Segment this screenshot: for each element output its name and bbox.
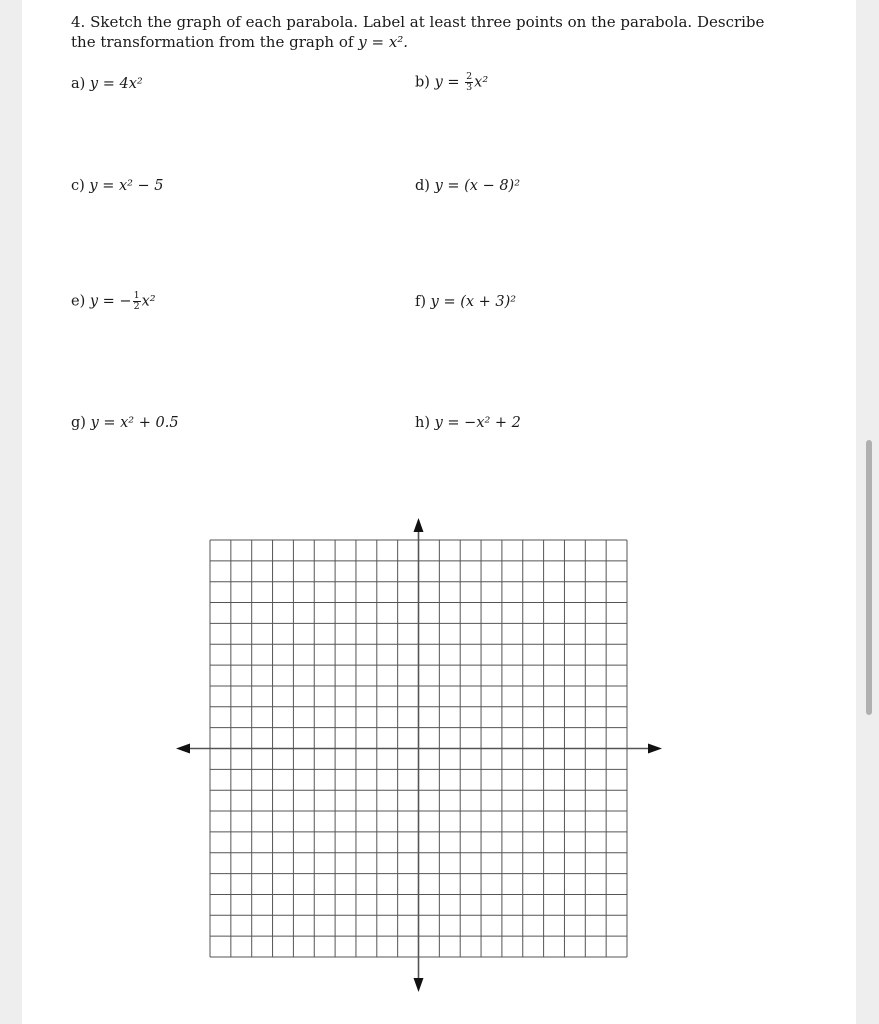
scrollbar[interactable] — [866, 440, 872, 715]
question-instructions: Sketch the graph of each parabola. Label at least three points on the parabola. Describe the transformation from the graph of — [71, 13, 765, 51]
problem-label: h) — [415, 415, 430, 431]
problem-label: d) — [415, 178, 430, 194]
problem-d — [415, 178, 520, 194]
coordinate-plane — [150, 510, 670, 1000]
problem-label: c) — [71, 178, 85, 194]
equation-lhs: y = − — [89, 293, 132, 310]
problem-h — [415, 415, 521, 431]
equation-lhs: y = — [434, 178, 465, 194]
coordinate-grid — [150, 510, 670, 1000]
equation-rhs: −x² + 2 — [464, 415, 521, 431]
equation-rhs: x² — [141, 293, 156, 310]
fraction — [465, 72, 473, 93]
equation-rhs: (x − 8)² — [464, 178, 521, 194]
parent-function: y = x². — [358, 33, 409, 51]
question-text — [71, 12, 771, 52]
problem-label: g) — [71, 415, 86, 431]
y-axis-arrow-down-icon — [414, 978, 424, 992]
fraction-numerator: 2 — [466, 71, 473, 82]
equation-lhs: y = — [434, 415, 465, 431]
fraction — [133, 291, 141, 312]
equation-rhs: x² − 5 — [118, 178, 164, 194]
fraction-denominator: 2 — [133, 301, 140, 312]
equation-lhs: y = — [89, 76, 120, 92]
problem-e — [71, 291, 156, 312]
problem-b — [415, 72, 488, 93]
fraction-numerator: 1 — [133, 290, 140, 301]
problem-f — [415, 294, 516, 310]
question-number: 4. — [71, 13, 86, 31]
problem-label: f) — [415, 294, 427, 310]
y-axis-arrow-up-icon — [414, 518, 424, 532]
equation-lhs: y = — [434, 74, 465, 91]
fraction-denominator: 3 — [466, 82, 473, 93]
problem-label: b) — [415, 74, 430, 91]
equation-rhs: x² — [474, 74, 489, 91]
x-axis-arrow-left-icon — [176, 744, 190, 754]
problem-label: a) — [71, 76, 86, 92]
equation-rhs: x² + 0.5 — [120, 415, 179, 431]
equation-rhs: (x + 3)² — [460, 294, 517, 310]
problem-g — [71, 415, 179, 431]
problem-c — [71, 178, 164, 194]
equation-lhs: y = — [89, 178, 119, 194]
problem-label: e) — [71, 293, 86, 310]
problem-a — [71, 76, 143, 92]
x-axis-arrow-right-icon — [648, 744, 662, 754]
equation-rhs: 4x² — [119, 76, 143, 92]
equation-lhs: y = — [430, 294, 461, 310]
equation-lhs: y = — [90, 415, 121, 431]
